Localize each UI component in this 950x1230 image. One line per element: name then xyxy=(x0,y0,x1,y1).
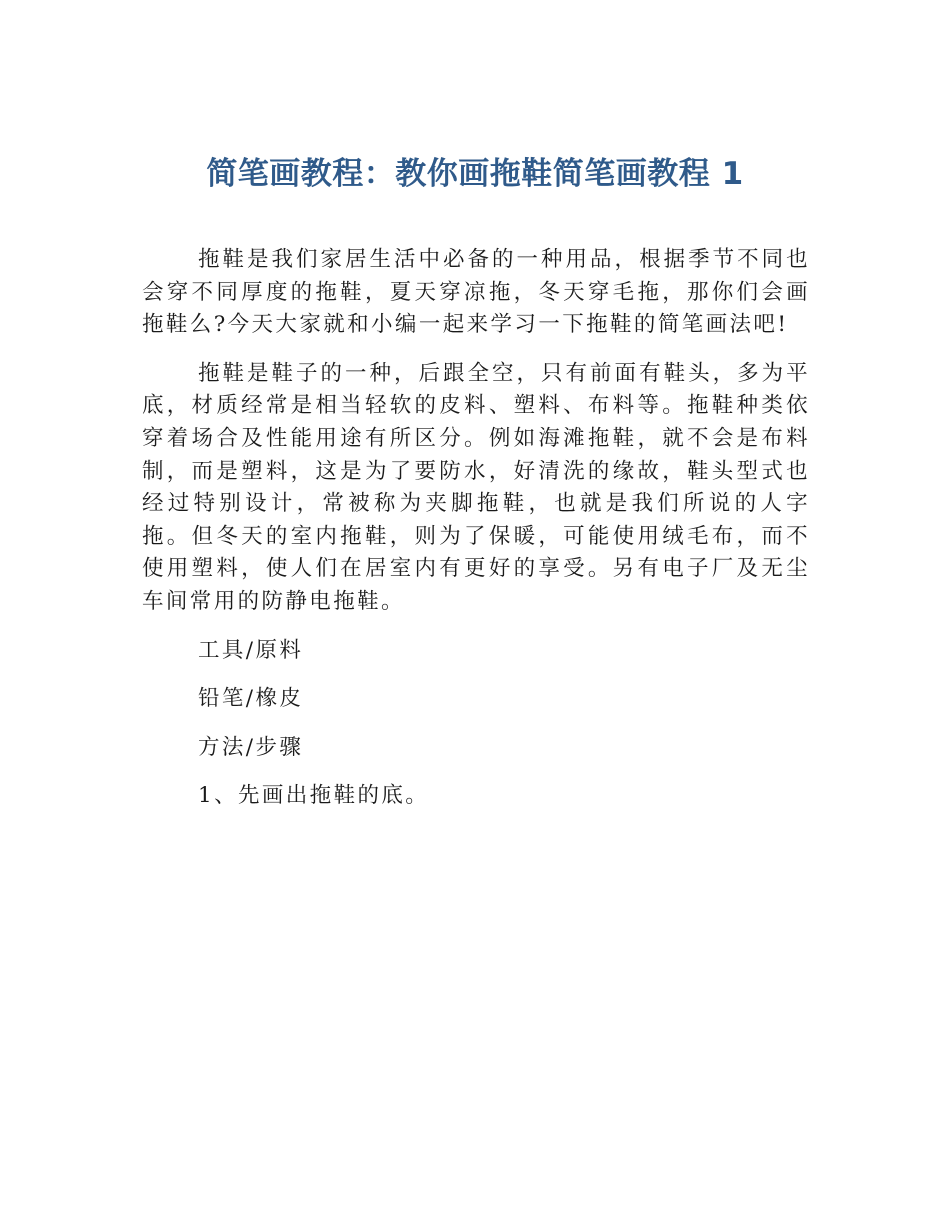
intro-paragraph: 拖鞋是我们家居生活中必备的一种用品，根据季节不同也会穿不同厚度的拖鞋，夏天穿凉拖，冬天穿毛拖，那你们会画拖鞋么?今天大家就和小编一起来学习一下拖鞋的简笔画法吧! xyxy=(142,247,810,338)
step-1: 1、先画出拖鞋的底。 xyxy=(198,783,430,809)
description-paragraph: 拖鞋是鞋子的一种，后跟全空，只有前面有鞋头，多为平底，材质经常是相当轻软的皮料、塑料、布料等。拖鞋种类依穿着场合及性能用途有所区分。例如海滩拖鞋，就不会是布料制，而是塑料，这是为了要防水，好清洗的缘故，鞋头型式也经过特别设计，常被称为夹脚拖鞋，也就是我们所说的人字拖。但冬天的室内拖鞋，则为了保暖，可能使用绒毛布，而不使用塑料，使人们在居室内有更好的享受。另有电子厂及无尘车间常用的防静电拖鞋。 xyxy=(142,360,810,614)
document-body xyxy=(142,244,810,829)
tools-value: 铅笔/橡皮 xyxy=(198,686,304,712)
document-title: 简笔画教程：教你画拖鞋简笔画教程 1 xyxy=(206,156,744,192)
tools-heading: 工具/原料 xyxy=(198,637,304,663)
method-heading: 方法/步骤 xyxy=(198,734,304,760)
